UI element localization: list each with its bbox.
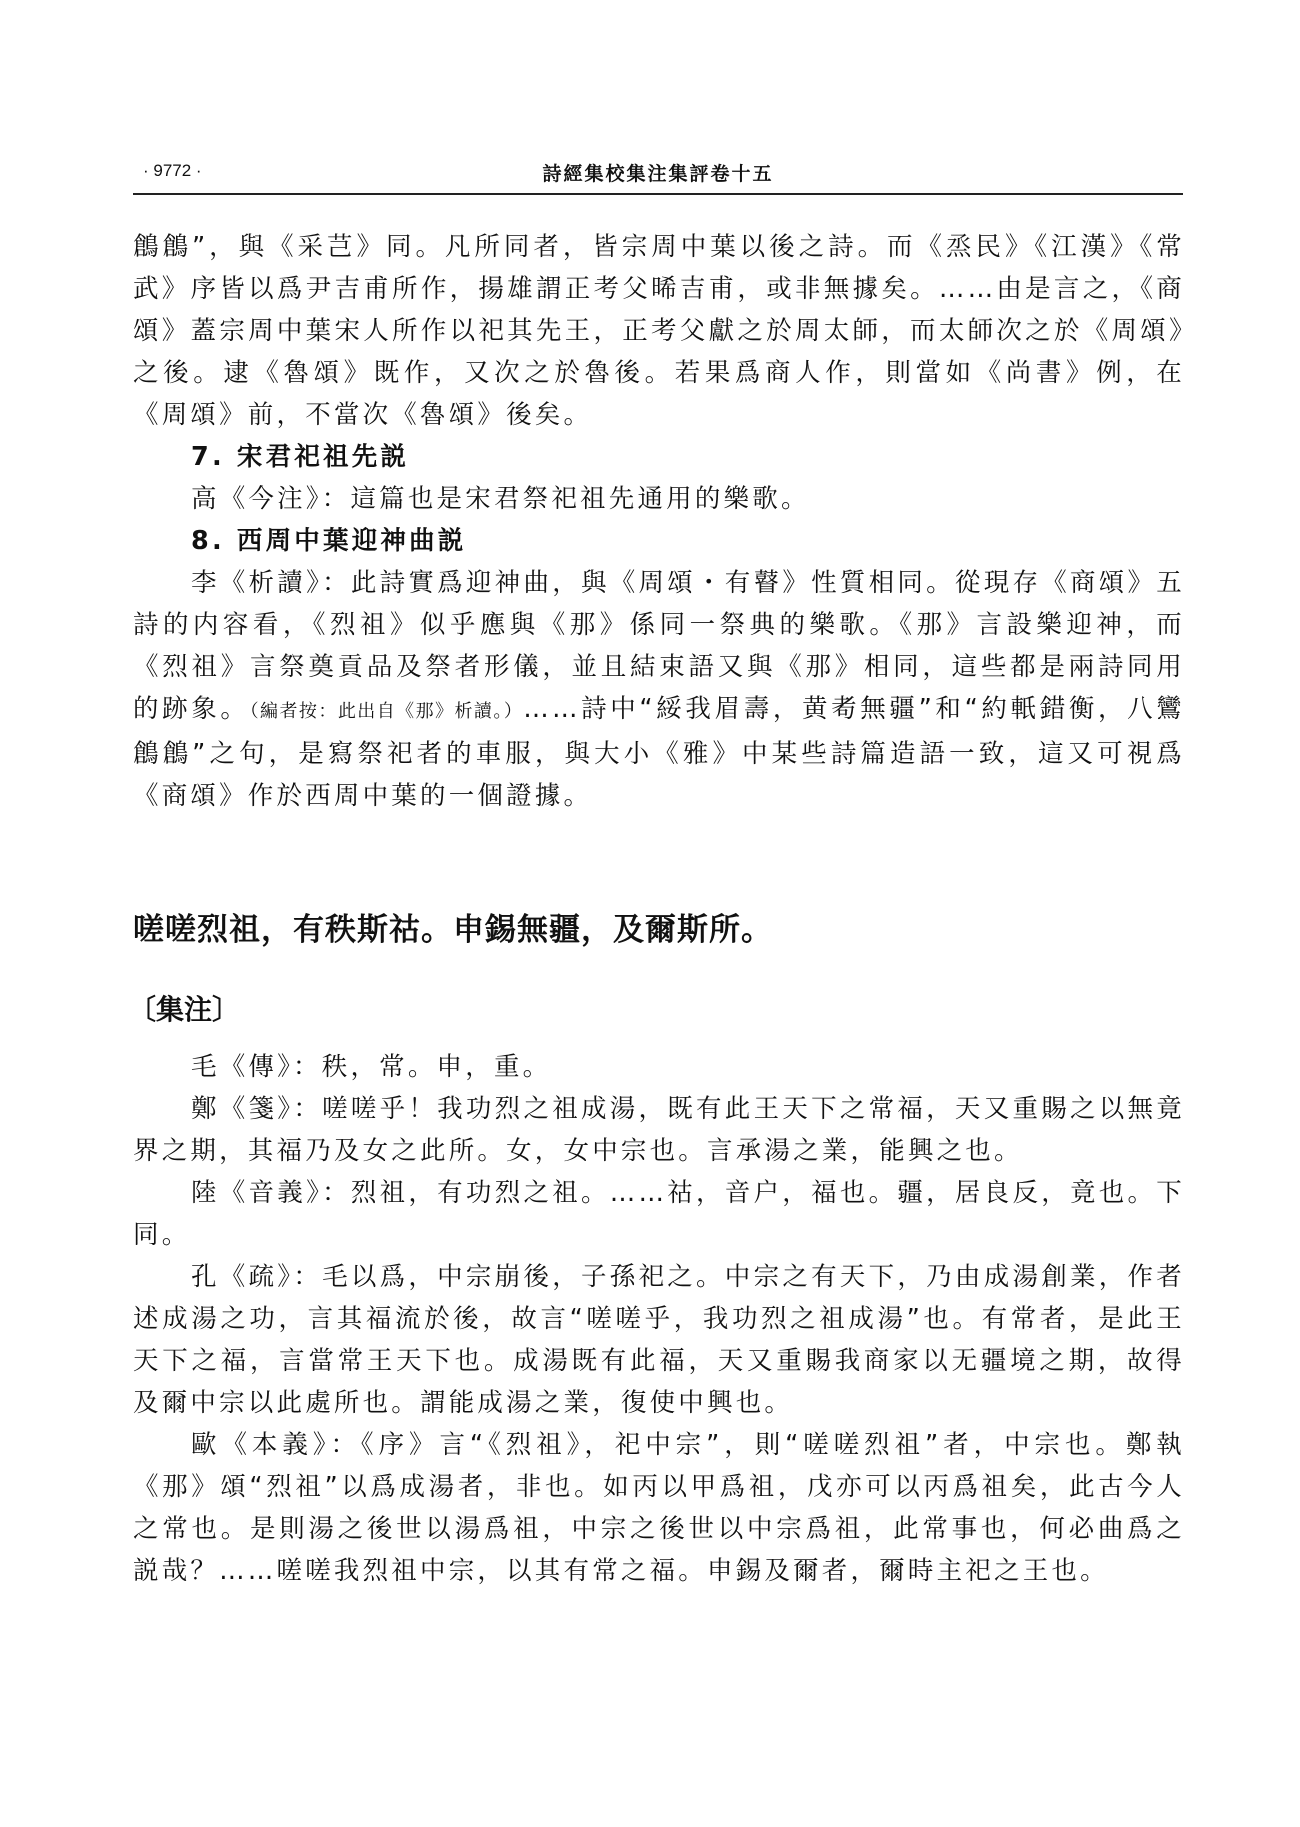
annotation: 陸《音義》：烈祖，有功烈之祖。……祜，音户，福也。疆，居良反，竟也。下同。 [133,1178,1185,1250]
page-header [133,155,1183,195]
annotation: 孔《疏》：毛以爲，中宗崩後，子孫祀之。中宗之有天下，乃由成湯創業，作者述成湯之功，言其福流於後，故言“嗟嗟乎，我功烈之祖成湯”也。有常者，是此王天下之福，言當常王天下也。成湯既有此福，天又重賜我商家以无疆境之期，故得及爾中宗以此處所也。謂能成湯之業，復使中興也。 [133,1262,1185,1418]
annotation: 歐《本義》：《序》言“《烈祖》，祀中宗”，則“嗟嗟烈祖”者，中宗也。鄭執《那》頌“烈祖”以爲成湯者，非也。如丙以甲爲祖，戊亦可以丙爲祖矣，此古今人之常也。是則湯之後世以湯爲祖，中宗之後世以中宗爲祖，此常事也，何必曲爲之説哉？……嗟嗟我烈祖中宗，以其有常之福。申錫及爾者，爾時主祀之王也。 [133,1430,1185,1586]
subheading-7: 7. 宋君祀祖先説 [191,442,410,472]
top-text-block [133,226,1185,817]
annotation: 鄭《箋》：嗟嗟乎！我功烈之祖成湯，既有此王天下之常福，天又重賜之以無竟界之期，其福乃及女之此所。女，女中宗也。言承湯之業，能興之也。 [133,1094,1185,1166]
paragraph: 鶬鶬”，與《采芑》同。凡所同者，皆宗周中葉以後之詩。而《烝民》《江漢》《常武》序皆以爲尹吉甫所作，揚雄謂正考父晞吉甫，或非無據矣。……由是言之，《商頌》蓋宗周中葉宋人所作以祀其先王，正考父獻之於周太師，而太師次之於《周頌》之後。逮《魯頌》既作，又次之於魯後。若果爲商人作，則當如《尚書》例，在《周頌》前，不當次《魯頌》後矣。 [133,232,1185,430]
annotation: 毛《傳》：秩，常。申，重。 [191,1052,552,1082]
editor-note: （編者按：此出自《那》析讀。） [249,701,524,722]
page-number: · 9772 · [143,161,202,180]
verse-heading: 嗟嗟烈祖，有秩斯祜。申錫無疆，及爾斯所。 [133,912,773,948]
paragraph-text: 李《析讀》：此詩實爲迎神曲，與《周頌・有瞽》性質相同。從現存《商頌》五詩的内容看，《烈祖》似乎應與《那》係同一祭典的樂歌。《那》言設樂迎神，而《烈祖》言祭奠貢品及祭者形儀，並且結束語又與《那》相同，這些都是兩詩同用的跡象。 [133,568,1185,724]
section-label: 〔集注〕 [128,993,241,1026]
paragraph-text: ……詩中“綏我眉壽，黄耇無疆”和“約軝錯衡，八鸞鶬鶬”之句，是寫祭祀者的車服，與大小《雅》中某些詩篇造語一致，這又可視爲《商頌》作於西周中葉的一個證據。 [133,694,1186,811]
running-title: 詩經集校集注集評卷十五 [542,163,774,185]
annotations-block [133,1046,1185,1592]
paragraph [133,562,1185,817]
subheading-8: 8. 西周中葉迎神曲説 [191,526,467,556]
header-rule [133,193,1183,195]
paragraph: 高《今注》：這篇也是宋君祭祀祖先通用的樂歌。 [191,484,810,514]
